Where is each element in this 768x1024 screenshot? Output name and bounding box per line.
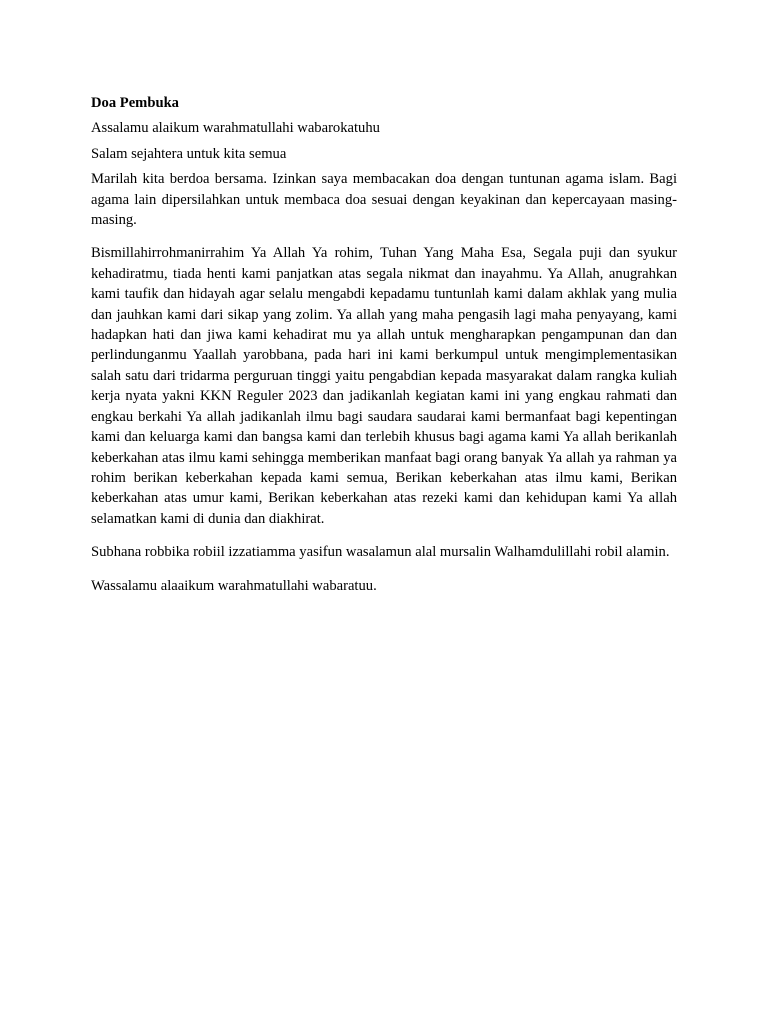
closing-prayer-paragraph: Subhana robbika robiil izzatiamma yasifun wasalamun alal mursalin Walhamdulillahi robil alamin. [91,544,670,561]
greeting-paragraph: Assalamu alaikum warahmatullahi wabarokatuhu [91,120,380,137]
prayer-paragraph: Bismillahirrohmanirrahim Ya Allah Ya rohim, Tuhan Yang Maha Esa, Segala puji dan syukur kehadiratmu, tiada henti kami panjatkan atas segala nikmat dan inayahmu. Ya Allah, anugrahkan kami taufik dan hidayah agar selalu mengabdi kepadamu tuntunlah kami dalam akhlak yang mulia dan jauhkan kami dari sikap yang zolim. Ya allah yang maha pengasih lagi maha penyayang, kami hadapkan hati dan jiwa kami kehadirat mu ya allah untuk mengharapkan pengampunan dan dan perlindunganmu Yaallah yarobbana, pada hari ini kami berkumpul untuk mengimplementasikan salah satu dari tridarma perguruan tinggi yaitu pengabdian kepada masyarakat dalam rangka kuliah kerja nyata yakni KKN Reguler 2023 dan jadikanlah kegiatan kami ini yang engkau rahmati dan engkau berkahi Ya allah jadikanlah ilmu bagi saudara saudarai kami bermanfaat bagi kepentingan kami dan keluarga kami dan bangsa kami dan terlebih khusus bagi agama kami Ya allah berikanlah keberkahan atas ilmu kami sehingga memberikan manfaat bagi orang banyak Ya allah ya rahman ya rohim berikan keberkahan kepada kami semua, Berikan keberkahan atas ilmu kami, Berikan keberkahan atas umur kami, Berikan keberkahan atas rezeki kami dan kehidupan kami Ya allah selamatkan kami di dunia dan diakhirat. [91,245,677,527]
salutation-paragraph: Salam sejahtera untuk kita semua [91,145,287,162]
document-title: Doa Pembuka [91,95,179,111]
farewell-paragraph: Wassalamu alaaikum warahmatullahi wabaratuu. [91,577,377,594]
invitation-paragraph: Marilah kita berdoa bersama. Izinkan saya membacakan doa dengan tuntunan agama islam. Bagi agama lain dipersilahkan untuk membaca doa sesuai dengan keyakinan dan kepercayaan masing-masing. [91,171,677,229]
document-body [91,93,677,601]
